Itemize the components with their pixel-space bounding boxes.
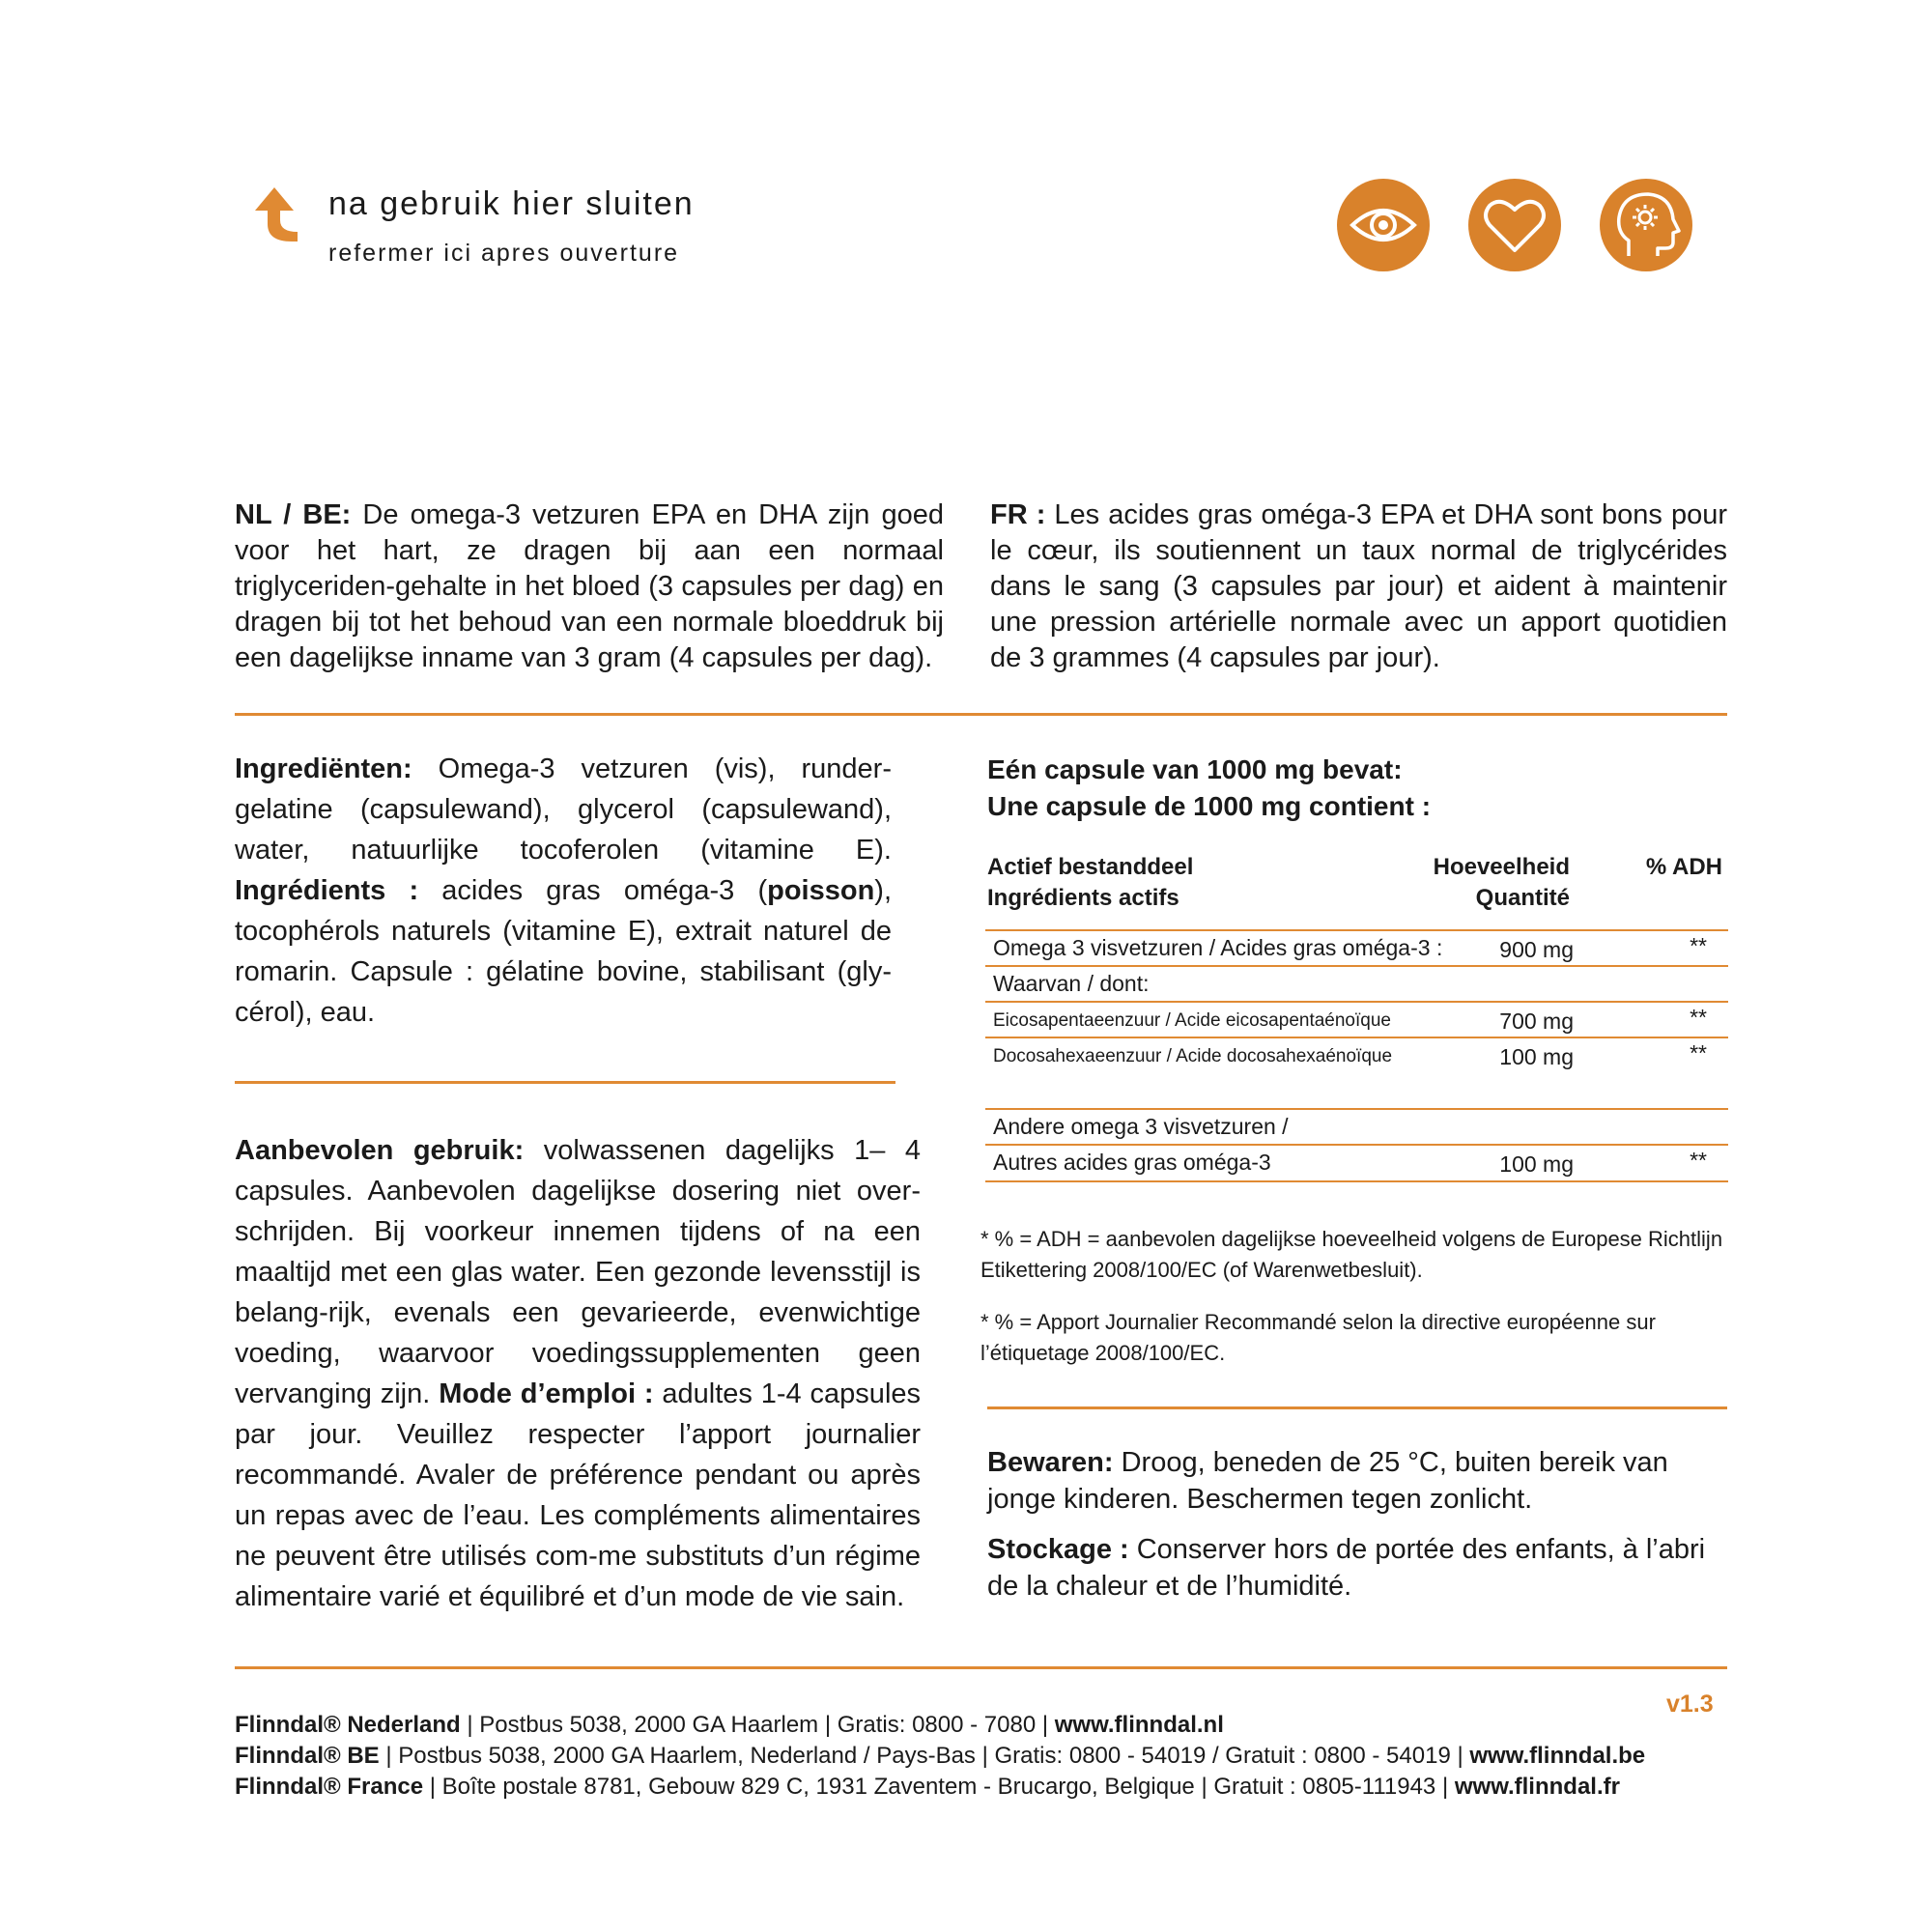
brain-gear-icon — [1600, 179, 1692, 271]
website-link-be[interactable]: www.flinndal.be — [1469, 1743, 1646, 1769]
table-row: Autres acides gras oméga-3 100 mg ** — [993, 1148, 1707, 1177]
table-row: Docosahexaeenzuur / Acide docosahexaénoïque 100 mg ** — [993, 1040, 1707, 1069]
table-row: Waarvan / dont: — [993, 971, 1150, 996]
divider — [235, 713, 1727, 716]
close-instruction-fr: refermer ici apres ouverture — [328, 240, 680, 267]
table-header-quantity: Hoeveelheid Quantité — [1433, 854, 1570, 911]
table-row: Andere omega 3 visvetzuren / — [993, 1114, 1289, 1139]
website-link-fr[interactable]: www.flinndal.fr — [1454, 1774, 1620, 1800]
storage-nl: Bewaren: Droog, beneden de 25 °C, buiten bereik van jonge kinderen. Beschermen tegen zonlicht. — [987, 1447, 1668, 1515]
divider — [235, 1081, 895, 1084]
website-link-nl[interactable]: www.flinndal.nl — [1054, 1712, 1224, 1738]
eye-icon — [1337, 179, 1430, 271]
table-row: Omega 3 visvetzuren / Acides gras oméga-3 : 900 mg ** — [993, 933, 1707, 962]
close-instruction-nl: na gebruik hier sluiten — [328, 185, 695, 222]
table-header-ingredient: Actief bestanddeel Ingrédients actifs — [987, 854, 1194, 911]
divider — [235, 1666, 1727, 1669]
claim-nl: NL / BE: De omega-3 vetzuren EPA en DHA zijn goed voor het hart, ze dragen bij aan een normaal triglyceriden-gehalte in het bloed (3 capsules per dag) en dragen bij tot het behoud van een normale bloeddruk bij een dagelijkse inname van 3 gram (4 capsules per dag). — [235, 499, 945, 673]
close-arrow-icon — [253, 185, 299, 245]
claim-fr: FR : Les acides gras oméga-3 EPA et DHA sont bons pour le cœur, ils soutiennent un taux normal de triglycérides dans le sang (3 capsules par jour) et aident à maintenir une pression artérielle normale avec un apport quotidien de 3 grammes (4 capsules par jour). — [990, 499, 1728, 673]
footer-nl: Flinndal® Nederland | Postbus 5038, 2000 GA Haarlem | Gratis: 0800 - 7080 | www.flinndal.nl — [235, 1712, 1224, 1738]
divider — [987, 1406, 1727, 1409]
heart-icon — [1468, 179, 1561, 271]
table-line — [985, 1180, 1728, 1182]
footer-fr: Flinndal® France | Boîte postale 8781, Gebouw 829 C, 1931 Zaventem - Brucargo, Belgique | Gratuit : 0805-111943 | www.flinndal.fr — [235, 1774, 1620, 1800]
footnote-fr: * % = Apport Journalier Recommandé selon la directive européenne sur l’étiquetage 2008/100/EC. — [980, 1310, 1656, 1365]
version-label: v1.3 — [1666, 1690, 1714, 1718]
ingredients: Ingrediënten: Omega-3 vetzuren (vis), runder-gelatine (capsulewand), glycerol (capsulewand), water, natuurlijke tocoferolen (vitamine E). Ingrédients : acides gras oméga-3 (poisson), tocophérols naturels (vitamine E), extrait naturel de romarin. Capsule : gélatine bovine, stabilisant (gly-cérol), eau. — [235, 753, 893, 1028]
storage-fr: Stockage : Conserver hors de portée des enfants, à l’abri de la chaleur et de l’humidité. — [987, 1534, 1706, 1602]
footnote-nl: * % = ADH = aanbevolen dagelijkse hoeveelheid volgens de Europese Richtlijn Etikettering 2008/100/EC (of Warenwetbesluit). — [980, 1227, 1723, 1282]
table-row: Eicosapentaeenzuur / Acide eicosapentaénoïque 700 mg ** — [993, 1005, 1707, 1034]
usage-instructions: Aanbevolen gebruik: volwassenen dagelijks 1– 4 capsules. Aanbevolen dagelijkse dosering niet over-schrijden. Bij voorkeur innemen tijdens of na een maaltijd met een glas water. Een gezonde levensstijl is belang-rijk, evenals een gevarieerde, evenwichtige voeding, waarvoor voedingssupplementen geen vervanging zijn. Mode d’emploi : adultes 1-4 capsules par jour. Veuillez respecter l’apport journalier recommandé. Avaler de préférence pendant ou après un repas avec de l’eau. Les compléments alimentaires ne peuvent être utilisés com-me substituts d’un régime alimentaire varié et équilibré et d’un mode de vie sain. — [235, 1135, 922, 1612]
footer-be: Flinndal® BE | Postbus 5038, 2000 GA Haarlem, Nederland / Pays-Bas | Gratis: 0800 - 54019 / Gratuit : 0800 - 54019 | www.flinndal.be — [235, 1743, 1646, 1769]
table-title: Eén capsule van 1000 mg bevat: Une capsule de 1000 mg contient : — [987, 754, 1432, 821]
table-header-adh: % ADH — [1645, 854, 1722, 880]
